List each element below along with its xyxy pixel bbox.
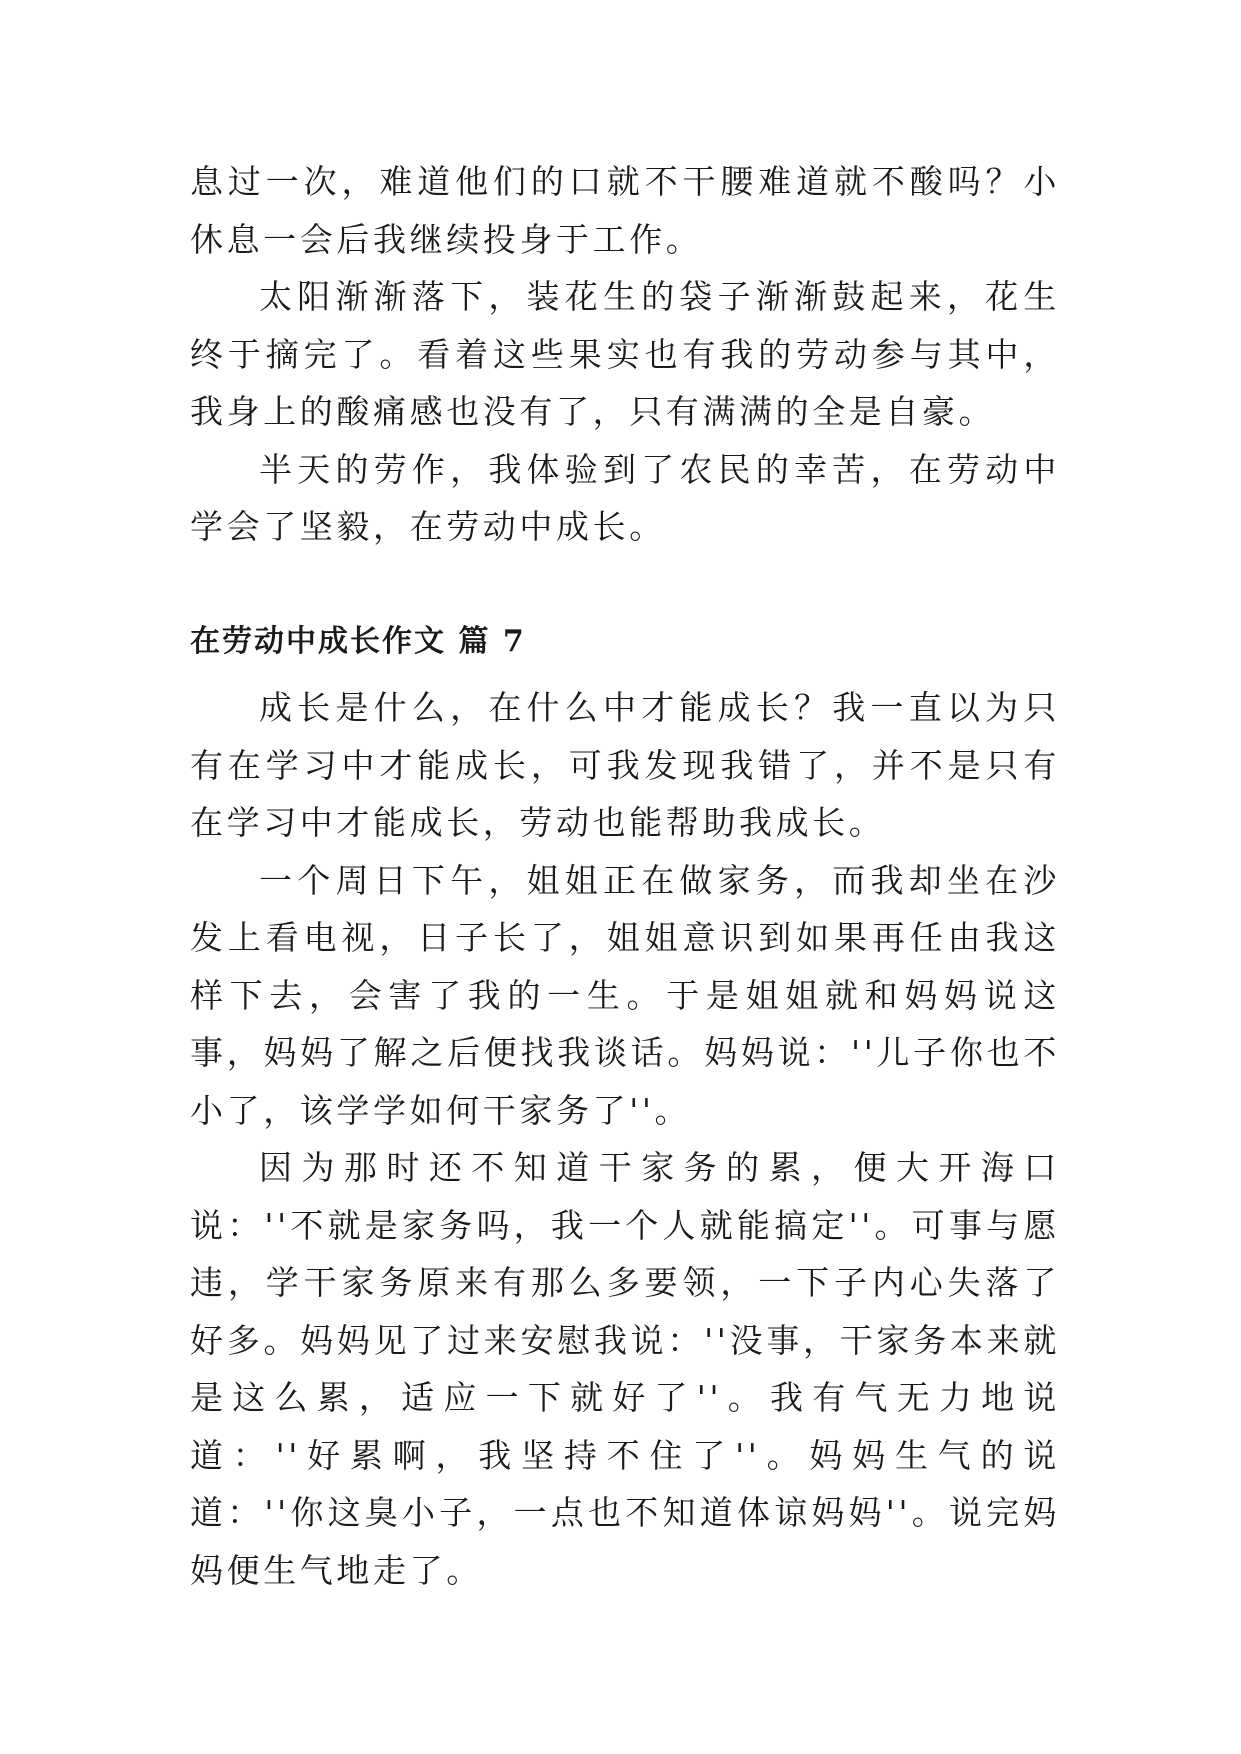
paragraph-continuation: 息过一次，难道他们的口就不干腰难道就不酸吗？小休息一会后我继续投身于工作。 xyxy=(190,162,1060,259)
paragraph-housework-tired: 因为那时还不知道干家务的累，便大开海口说：''不就是家务吗，我一个人就能搞定''。可事与愿违，学干家务原来有那么多要领，一下子内心失落了好多。妈妈见了过来安慰我说：''没事，干家务本来就是这么累，适应一下就好了''。我有气无力地说道：''好累啊，我坚持不住了''。妈妈生气的说道：''你这臭小子，一点也不知道体谅妈妈''。说完妈妈便生气地走了。 xyxy=(190,1148,1060,1590)
section-heading-block xyxy=(190,622,1060,662)
paragraph-what-is-growth: 成长是什么，在什么中才能成长？我一直以为只有在学习中才能成长，可我发现我错了，并不是只有在学习中才能成长，劳动也能帮助我成长。 xyxy=(190,688,1060,842)
paragraph-half-day: 半天的劳作，我体验到了农民的幸苦，在劳动中学会了坚毅，在劳动中成长。 xyxy=(190,449,1060,546)
paragraph-sunset: 太阳渐渐落下，装花生的袋子渐渐鼓起来，花生终于摘完了。看着这些果实也有我的劳动参与其中，我身上的酸痛感也没有了，只有满满的全是自豪。 xyxy=(190,277,1060,431)
top-text-block xyxy=(190,153,1060,556)
paragraph-sunday-afternoon: 一个周日下午，姐姐正在做家务，而我却坐在沙发上看电视，日子长了，姐姐意识到如果再任由我这样下去，会害了我的一生。于是姐姐就和妈妈说这事，妈妈了解之后便找我谈话。妈妈说：''儿子你也不小了，该学学如何干家务了''。 xyxy=(190,860,1060,1130)
section-heading: 在劳动中成长作文 篇 7 xyxy=(190,624,526,659)
section-text-block xyxy=(190,679,1060,1599)
